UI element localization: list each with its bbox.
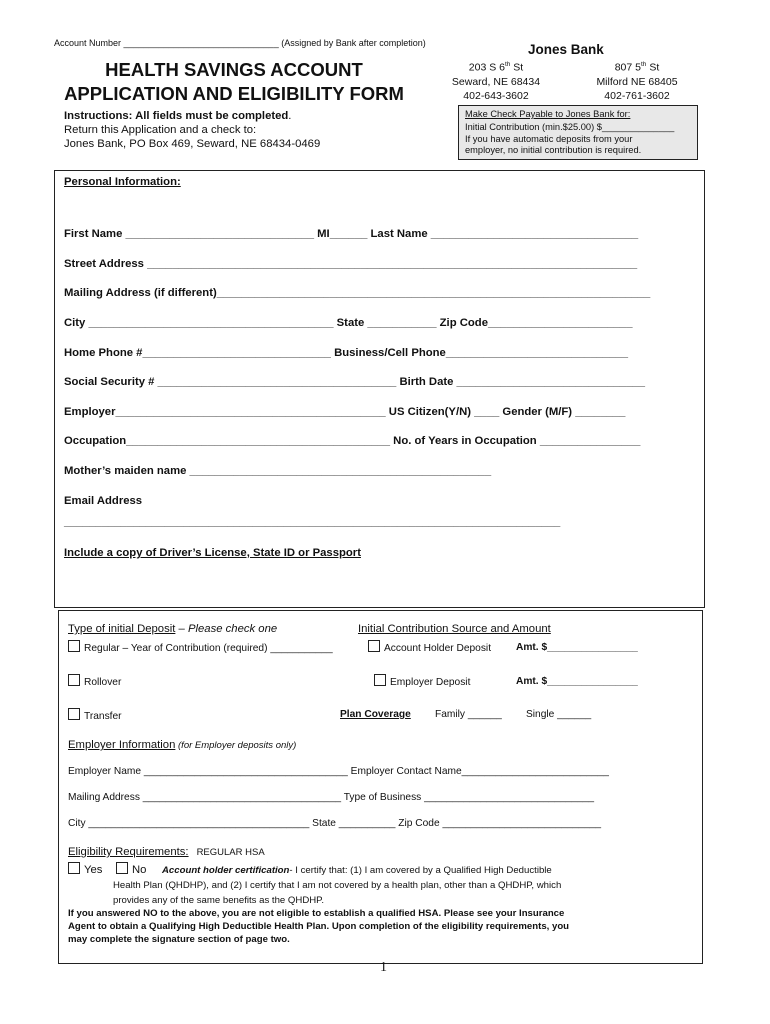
transfer-option[interactable]: Transfer xyxy=(68,708,122,722)
bank-name: Jones Bank xyxy=(528,42,604,57)
email-address-label: Email Address xyxy=(64,495,143,507)
eligibility-warning-1: If you answered NO to the above, you are not eligible to establish a qualified HSA. Please see your Insurance xyxy=(68,908,565,919)
employer-info-heading: Employer Information (for Employer deposits only) xyxy=(68,739,297,751)
yes-checkbox[interactable] xyxy=(68,862,80,874)
instructions xyxy=(64,109,320,151)
branch-seward-address xyxy=(440,58,552,103)
eligibility-no-option[interactable]: No xyxy=(116,862,146,876)
occupation-row[interactable]: Occupation__________________________________________ No. of Years in Occupation ________________ xyxy=(64,435,641,447)
form-title xyxy=(54,58,414,106)
initial-contribution-field[interactable]: Initial Contribution (min.$25.00) $______________ xyxy=(465,122,675,132)
certification-line-1: Account holder certification- I certify that: (1) I am covered by a Qualified High Deductible xyxy=(162,865,552,876)
automatic-deposit-note-1: If you have automatic deposits from your xyxy=(465,134,633,144)
regular-checkbox[interactable] xyxy=(68,640,80,652)
branch-seward-city: Seward, NE 68434 xyxy=(451,75,541,88)
holder-amount-field[interactable]: Amt. $________________ xyxy=(516,642,638,653)
branch-milford-phone: 402-761-3602 xyxy=(604,89,670,102)
employer-deposit-checkbox[interactable] xyxy=(374,674,386,686)
check-payable-box xyxy=(458,105,698,160)
branch-seward-phone: 402-643-3602 xyxy=(463,89,529,102)
employer-mailing-row[interactable]: Mailing Address ___________________________________ Type of Business ______________________________ xyxy=(68,792,595,803)
plan-coverage-label: Plan Coverage xyxy=(340,709,411,720)
branch-milford-city: Milford NE 68405 xyxy=(596,75,678,88)
automatic-deposit-note-2: employer, no initial contribution is required. xyxy=(465,145,642,155)
single-coverage-field[interactable]: Single ______ xyxy=(526,709,592,720)
eligibility-type: REGULAR HSA xyxy=(196,847,265,858)
branch-milford-address xyxy=(578,58,696,103)
phone-row[interactable]: Home Phone #______________________________ Business/Cell Phone_____________________________ xyxy=(64,347,629,359)
mothers-maiden-name-row[interactable]: Mother’s maiden name ________________________________________________ xyxy=(64,465,492,477)
branch-milford-street: 807 5th St xyxy=(614,61,660,74)
eligibility-heading: Eligibility Requirements: xyxy=(68,846,189,858)
account-holder-deposit-option[interactable]: Account Holder Deposit xyxy=(368,640,491,654)
no-checkbox[interactable] xyxy=(116,862,128,874)
name-row[interactable]: First Name ______________________________ MI______ Last Name _________________________________ xyxy=(64,228,639,240)
certification-line-2: Health Plan (QHDHP), and (2) I certify that I am not covered by a health plan, other than a QHDHP, which xyxy=(113,880,562,891)
regular-option[interactable]: Regular – Year of Contribution (required) ___________ xyxy=(68,640,333,654)
title-line-2: APPLICATION AND ELIGIBILITY FORM xyxy=(64,83,404,104)
employer-name-row[interactable]: Employer Name ____________________________________ Employer Contact Name__________________________ xyxy=(68,766,609,777)
eligibility-yes-option[interactable]: Yes xyxy=(68,862,102,876)
city-state-zip-row[interactable]: City _______________________________________ State ___________ Zip Code_______________________ xyxy=(64,317,633,329)
rollover-option[interactable]: Rollover xyxy=(68,674,121,688)
branch-seward-street: 203 S 6th St xyxy=(468,61,524,74)
employer-city-row[interactable]: City _______________________________________ State __________ Zip Code ____________________________ xyxy=(68,818,602,829)
license-note: Include a copy of Driver’s License, State ID or Passport xyxy=(64,547,361,559)
mailing-address-row[interactable]: Mailing Address (if different)_____________________________________________________________________ xyxy=(64,287,651,299)
certification-line-3: provides any of the same benefits as the QHDHP. xyxy=(113,895,324,906)
email-address-field[interactable]: _______________________________________________________________________________ xyxy=(64,516,561,528)
check-payable-heading: Make Check Payable to Jones Bank for: xyxy=(465,109,631,119)
eligibility-heading-row xyxy=(68,846,265,858)
eligibility-warning-3: may complete the signature section of page two. xyxy=(68,934,290,945)
employer-deposit-option[interactable]: Employer Deposit xyxy=(374,674,470,688)
family-coverage-field[interactable]: Family ______ xyxy=(435,709,502,720)
eligibility-warning-2: Agent to obtain a Qualifying High Deductible Health Plan. Upon completion of the eligibility requirements, you xyxy=(68,921,570,932)
instructions-line-1: Instructions: All fields must be completed. xyxy=(64,110,292,122)
street-address-row[interactable]: Street Address ______________________________________________________________________________ xyxy=(64,258,638,270)
instructions-line-3: Jones Bank, PO Box 469, Seward, NE 68434-0469 xyxy=(64,138,321,150)
page-number: 1 xyxy=(380,960,387,975)
employer-citizen-gender-row[interactable]: Employer___________________________________________ US Citizen(Y/N) ____ Gender (M/F) ________ xyxy=(64,406,626,418)
employer-amount-field[interactable]: Amt. $________________ xyxy=(516,676,638,687)
transfer-checkbox[interactable] xyxy=(68,708,80,720)
personal-information-heading: Personal Information: xyxy=(64,176,181,188)
account-holder-deposit-checkbox[interactable] xyxy=(368,640,380,652)
rollover-checkbox[interactable] xyxy=(68,674,80,686)
ssn-birthdate-row[interactable]: Social Security # ______________________________________ Birth Date ______________________________ xyxy=(64,376,646,388)
title-line-1: HEALTH SAVINGS ACCOUNT xyxy=(105,59,363,80)
instructions-line-2: Return this Application and a check to: xyxy=(64,124,257,136)
account-number-line: Account Number _______________________________ (Assigned by Bank after completion) xyxy=(54,38,426,48)
deposit-type-heading: Type of initial Deposit – Please check one xyxy=(68,623,278,635)
contribution-source-heading: Initial Contribution Source and Amount xyxy=(358,623,551,635)
